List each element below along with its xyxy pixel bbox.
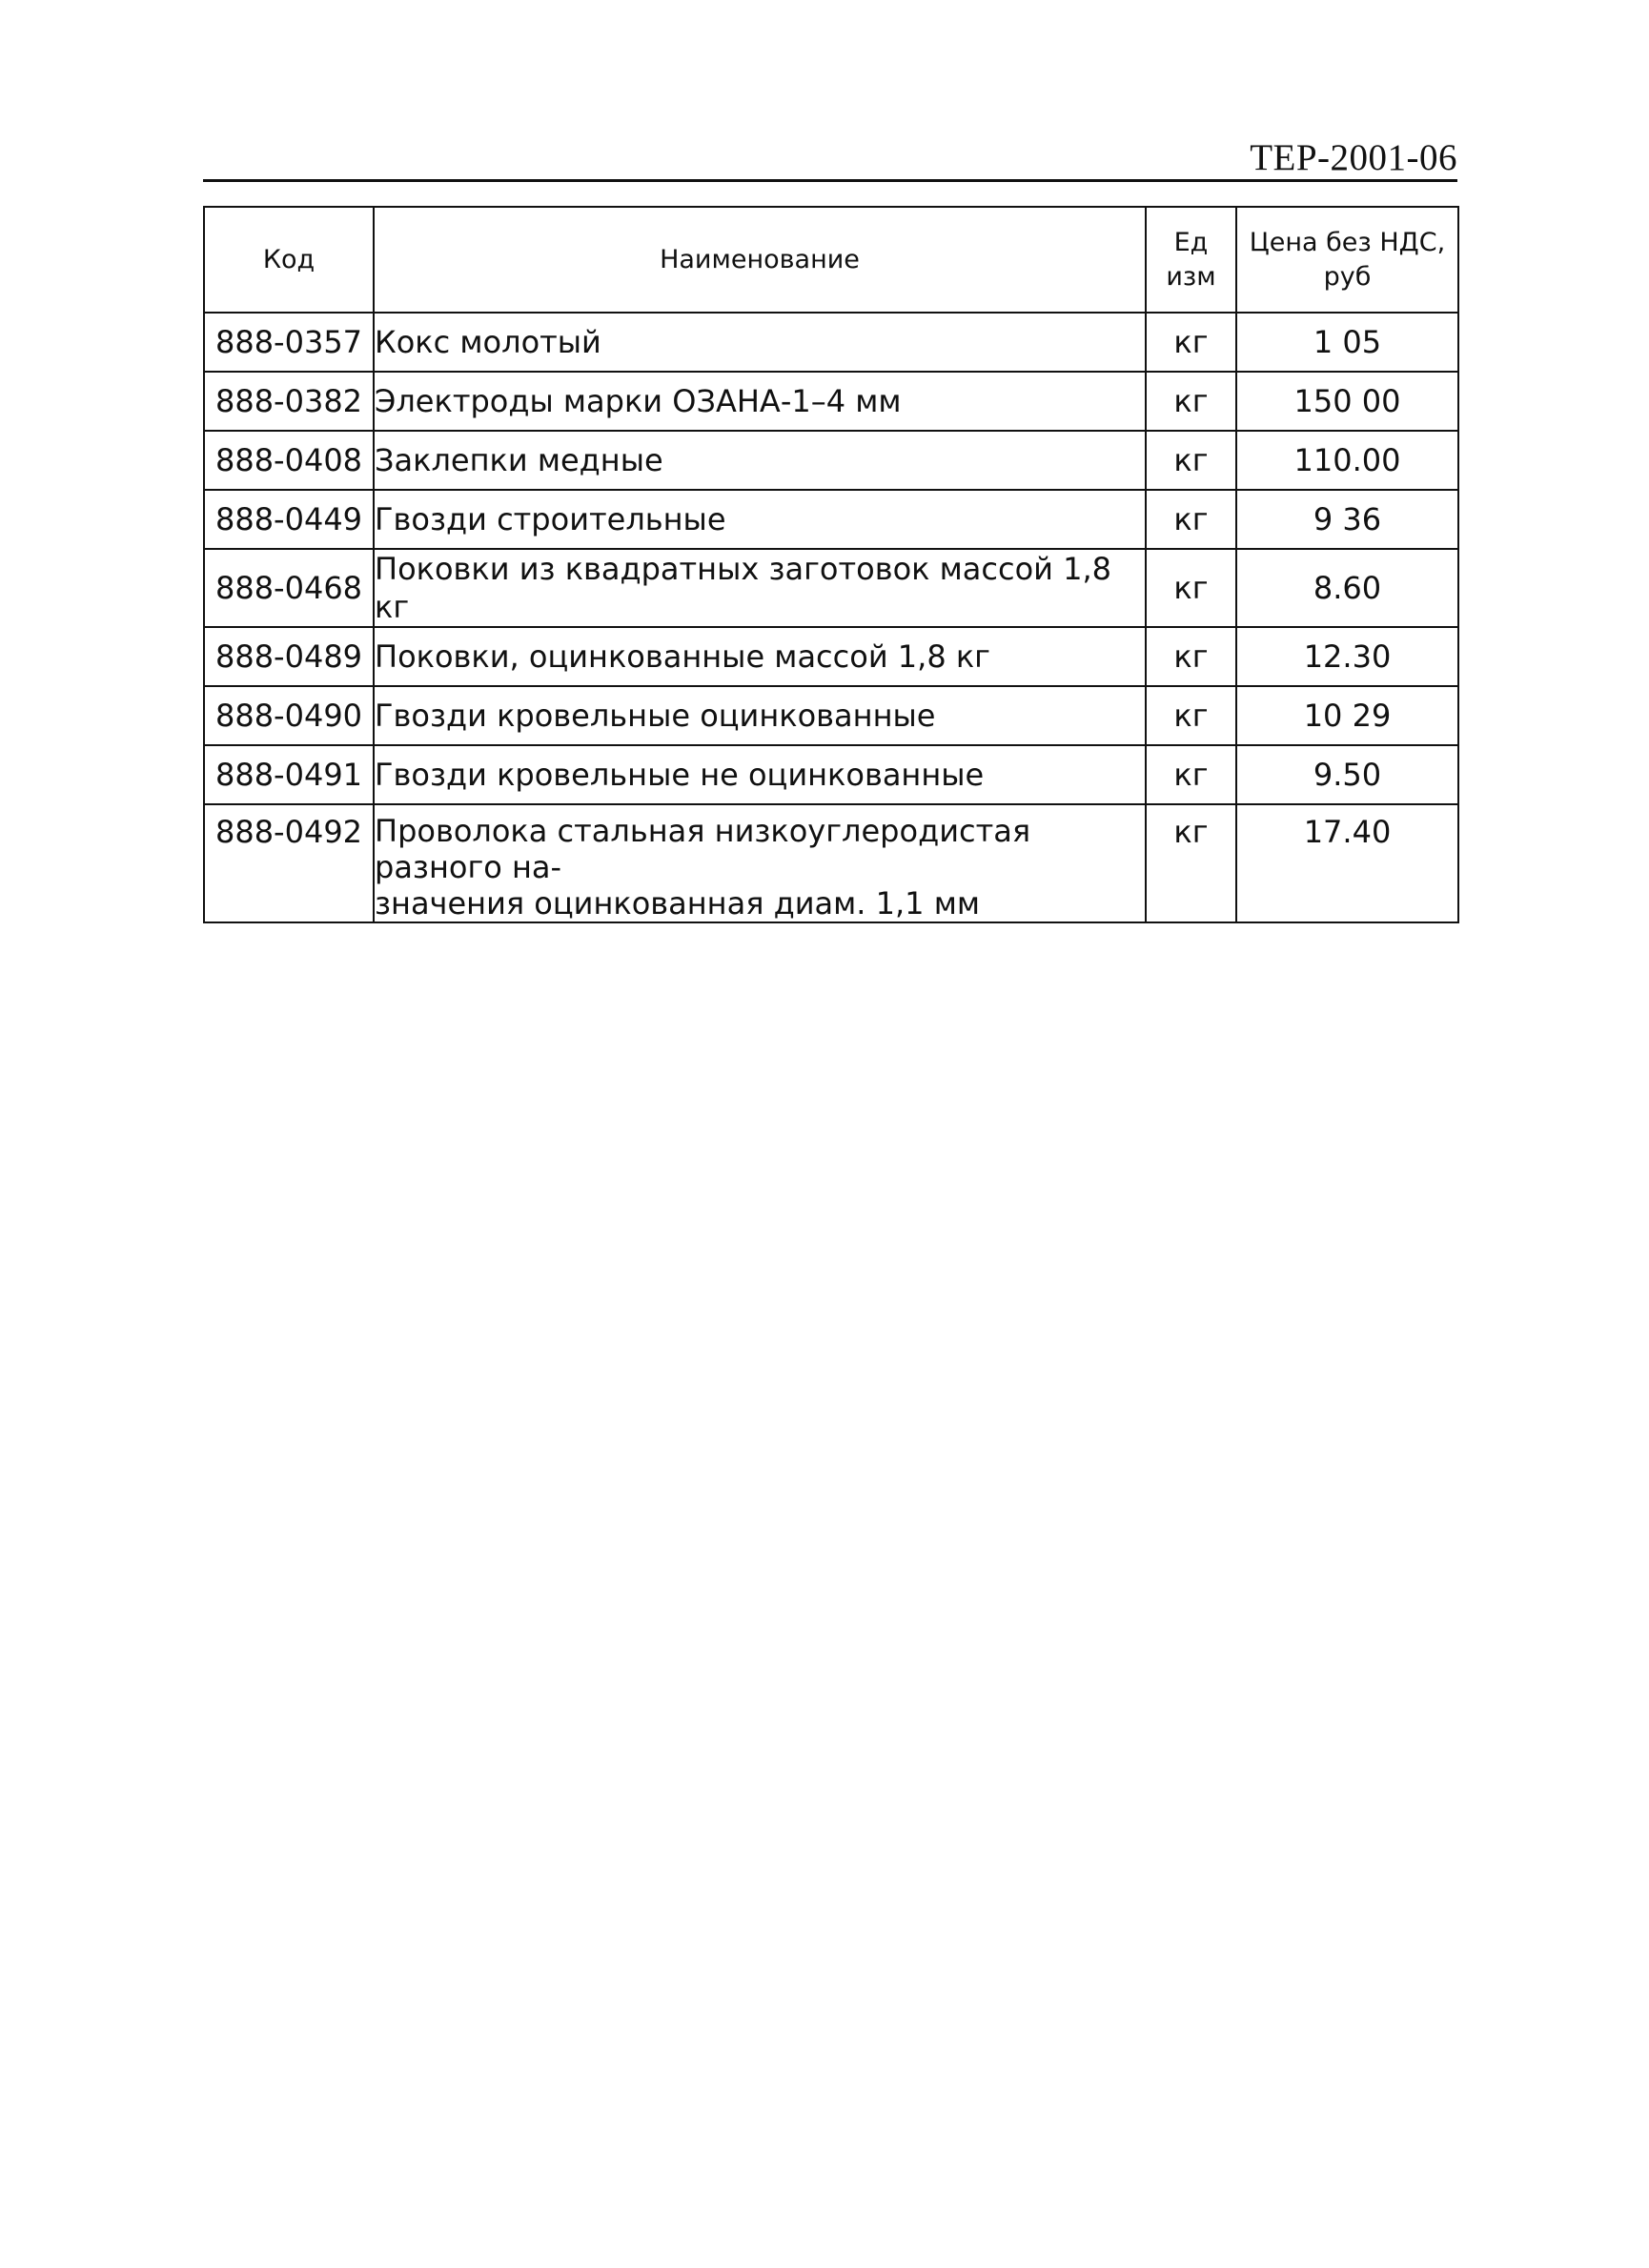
cell-code: 888-0468	[204, 549, 374, 627]
cell-code: 888-0357	[204, 313, 374, 372]
cell-code: 888-0491	[204, 745, 374, 804]
column-header-unit-line2: изм	[1166, 261, 1216, 292]
cell-price: 1 05	[1236, 313, 1458, 372]
table-row	[204, 686, 1458, 745]
cell-code: 888-0382	[204, 372, 374, 431]
cell-code: 888-0408	[204, 431, 374, 490]
table-row	[204, 745, 1458, 804]
cell-price: 9.50	[1236, 745, 1458, 804]
cell-name: Поковки, оцинкованные массой 1,8 кг	[374, 627, 1146, 686]
cell-price: 9 36	[1236, 490, 1458, 549]
cell-price: 8.60	[1236, 549, 1458, 627]
cell-unit: кг	[1146, 627, 1236, 686]
column-header-price-line1: Цена без НДС,	[1249, 227, 1446, 257]
cell-name: Гвозди кровельные оцинкованные	[374, 686, 1146, 745]
cell-price: 150 00	[1236, 372, 1458, 431]
cell-name: Электроды марки ОЗАНА-1–4 мм	[374, 372, 1146, 431]
cell-price: 110.00	[1236, 431, 1458, 490]
cell-name	[374, 804, 1146, 922]
cell-unit: кг	[1146, 431, 1236, 490]
page-header	[203, 132, 1457, 182]
column-header-code: Код	[204, 207, 374, 313]
cell-code: 888-0490	[204, 686, 374, 745]
cell-code: 888-0489	[204, 627, 374, 686]
cell-price: 10 29	[1236, 686, 1458, 745]
table-row	[204, 313, 1458, 372]
cell-name: Гвозди кровельные не оцинкованные	[374, 745, 1146, 804]
table-row	[204, 804, 1458, 922]
column-header-unit-line1: Ед	[1173, 227, 1209, 257]
cell-unit: кг	[1146, 372, 1236, 431]
table-header-row	[204, 207, 1458, 313]
cell-name-line1: Проволока стальная низкоуглеродистая разного на-	[375, 813, 1031, 885]
cell-unit: кг	[1146, 549, 1236, 627]
cell-name-line2: значения оцинкованная диам. 1,1 мм	[375, 885, 980, 921]
cell-name: Поковки из квадратных заготовок массой 1,8 кг	[374, 549, 1146, 627]
table-row	[204, 490, 1458, 549]
column-header-price-line2: руб	[1323, 261, 1372, 292]
table-row	[204, 627, 1458, 686]
cell-name: Заклепки медные	[374, 431, 1146, 490]
cell-unit: кг	[1146, 686, 1236, 745]
cell-price: 12.30	[1236, 627, 1458, 686]
column-header-price	[1236, 207, 1458, 313]
column-header-name: Наименование	[374, 207, 1146, 313]
cell-unit: кг	[1146, 745, 1236, 804]
column-header-unit	[1146, 207, 1236, 313]
cell-unit: кг	[1146, 313, 1236, 372]
cell-code: 888-0492	[204, 804, 374, 922]
cell-unit: кг	[1146, 490, 1236, 549]
table-row	[204, 431, 1458, 490]
table-row	[204, 372, 1458, 431]
cell-code: 888-0449	[204, 490, 374, 549]
cell-unit: кг	[1146, 804, 1236, 922]
price-table	[203, 206, 1459, 923]
document-code: ТЕР-2001-06	[1250, 137, 1457, 178]
table-row	[204, 549, 1458, 627]
cell-name: Кокс молотый	[374, 313, 1146, 372]
cell-price: 17.40	[1236, 804, 1458, 922]
cell-name: Гвозди строительные	[374, 490, 1146, 549]
